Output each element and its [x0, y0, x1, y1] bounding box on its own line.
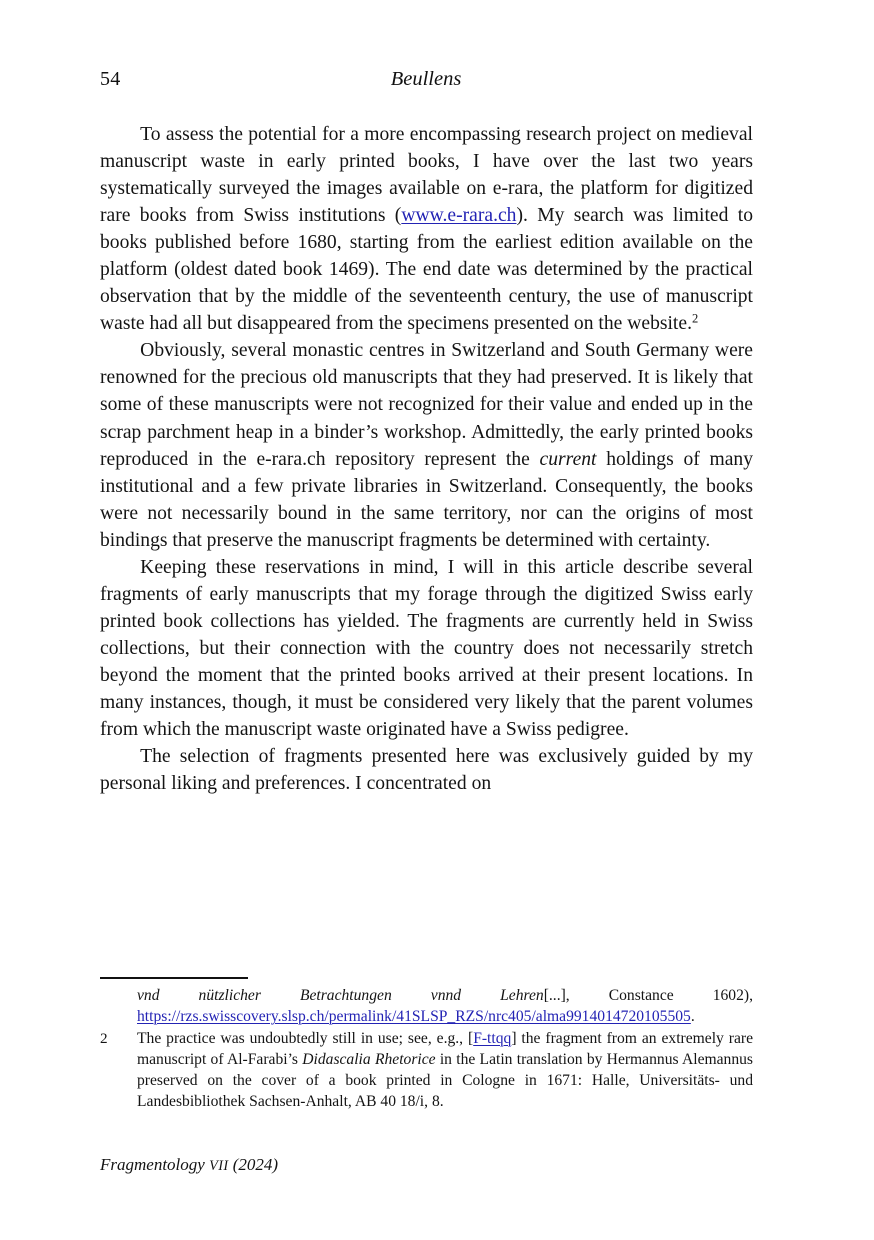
running-head — [100, 68, 752, 96]
text-run: Keeping these reservations in mind, I will in this article describe several fragments of early manuscripts that my forage through the digitized Swiss early printed book collections has yielded. The fragments are currently held in Swiss collections, but their connection with the country does not necessarily stretch beyond the moment that the printed books arrived at their present locations. In many instances, though, it must be considered very likely that the parent volumes from which the manuscript waste originated have a Swiss pedigree. — [100, 556, 753, 741]
text-run: ] the fragment from an extremely rare manuscript of Al-Farabi’s — [137, 1030, 753, 1069]
text-run: The selection of fragments presented here was exclusively guided by my personal liking and preferences. I concentrated on — [100, 746, 753, 795]
paragraph — [100, 554, 753, 743]
footnote-separator-rule — [100, 977, 248, 979]
paragraph — [100, 337, 753, 553]
text-run: [...], Constance 1602), — [543, 987, 753, 1004]
hyperlink[interactable]: https://rzs.swisscovery.slsp.ch/permalink/41SLSP_RZS/nrc405/alma9914014720105505 — [137, 1008, 691, 1026]
emphasis-text: Didascalia Rhetorice — [302, 1051, 436, 1069]
emphasis-text: current — [539, 448, 597, 470]
emphasis-text: vnd nützlicher Betrachtungen vnnd Lehren — [137, 987, 544, 1004]
footnote-reference[interactable]: 2 — [691, 311, 699, 326]
text-run: holdings of many institutional and a few private libraries in Switzerland. Consequently, the books were not necessarily bound in the same territory, nor can the origins of most bindings that preserve the manuscript fragments be determined with certainty. — [100, 448, 754, 551]
text-run: Obviously, several monastic centres in Switzerland and South Germany were renowned for the precious old manuscripts that they had preserved. It is likely that some of these manuscripts were not recognized for their value and ended up in the scrap parchment heap in a binder’s workshop. Admittedly, the early printed books reproduced in the e-rara.ch repository represent the — [100, 340, 753, 470]
footnote-continuation — [100, 985, 753, 1027]
running-head-title: Beullens — [390, 68, 462, 90]
hyperlink[interactable]: www.e-rara.ch — [401, 205, 517, 227]
paragraph — [100, 743, 753, 797]
text-run: The practice was undoubtedly still in use; see, e.g., [ — [137, 1030, 474, 1048]
footnote-number: 2 — [100, 1030, 108, 1048]
page-number: 54 — [100, 68, 121, 90]
text-run: To assess the potential for a more encompassing research project on medieval manuscript waste in early printed books, I have over the last two years systematically surveyed the images available on e-rara, the platform for digitized rare books from Swiss institutions ( — [100, 124, 753, 227]
paragraph — [100, 121, 753, 337]
body-text — [100, 121, 753, 797]
footnote-item — [100, 1028, 753, 1112]
text-run: . — [690, 1008, 695, 1026]
footer-volume: VII — [209, 1158, 229, 1174]
page-footer — [100, 1155, 278, 1175]
footer-journal-title: Fragmentology — [100, 1155, 205, 1174]
hyperlink[interactable]: F-ttqq — [473, 1030, 512, 1048]
footnotes-area — [100, 985, 753, 1113]
text-run: in the Latin translation by Hermannus Alemannus preserved on the cover of a book printed in Cologne in 1671: Halle, Universitäts- und Landesbibliothek Sachsen-Anhalt, AB 40 18/i, 8. — [137, 1051, 753, 1111]
footer-year: (2024) — [232, 1155, 279, 1174]
text-run: ). My search was limited to books published before 1680, starting from the earliest edition available on the platform (oldest dated book 1469). The end date was determined by the practical observation that by the middle of the seventeenth century, the use of manuscript waste had all but disappeared from the specimens presented on the website. — [100, 205, 753, 335]
